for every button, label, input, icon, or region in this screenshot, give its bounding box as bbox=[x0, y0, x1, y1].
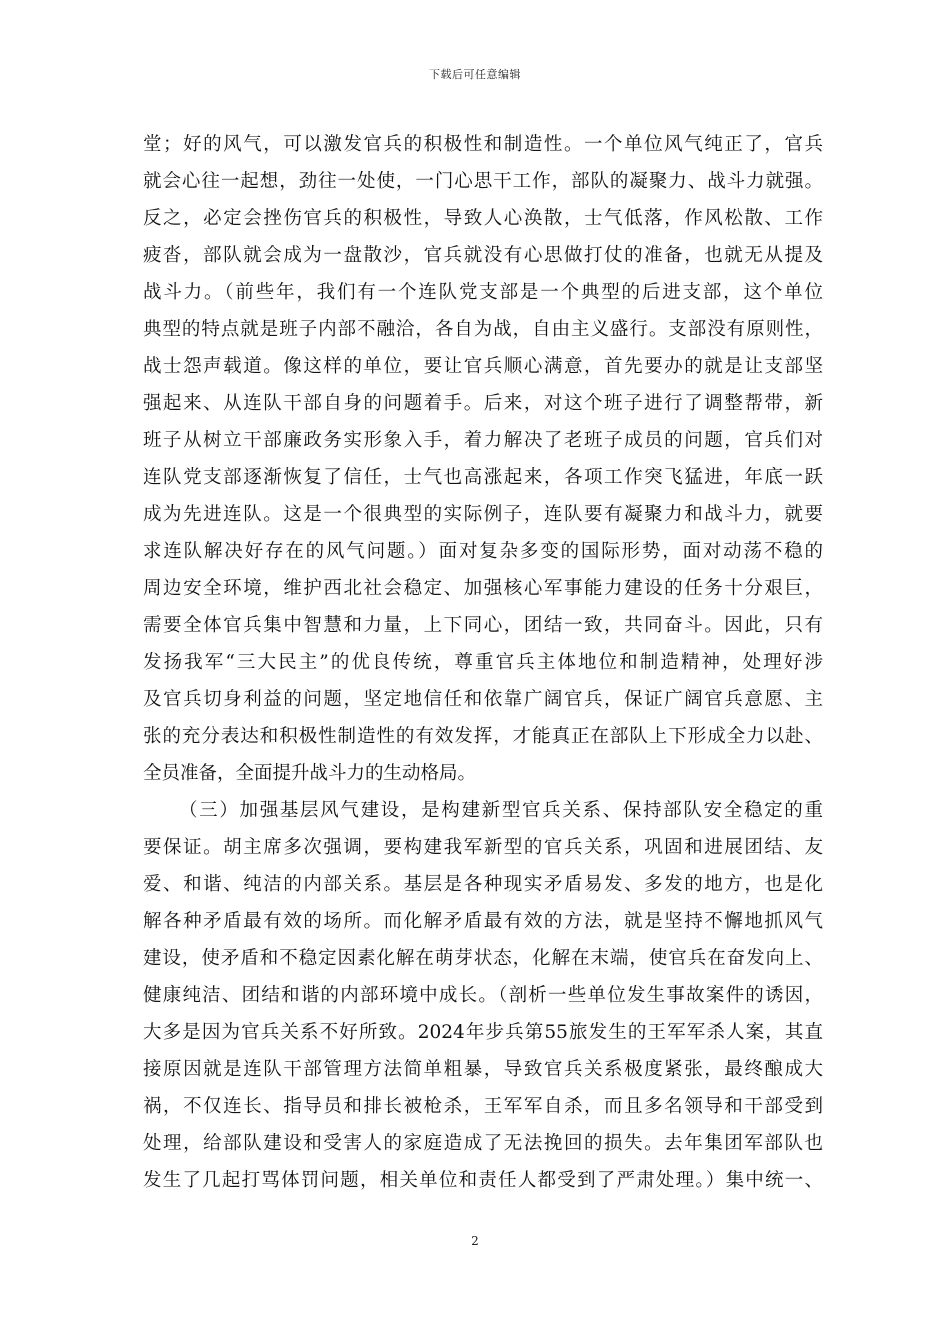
text-line: 及官兵切身利益的问题，坚定地信任和依靠广阔官兵，保证广阔官兵意愿、主 bbox=[143, 689, 823, 710]
text-line: 连队党支部逐渐恢复了信任，士气也高涨起来，各项工作突飞猛进，年底一跃 bbox=[143, 467, 823, 488]
text-line: 发生了几起打骂体罚问题，相关单位和责任人都受到了严肃处理。）集中统一、 bbox=[143, 1170, 823, 1191]
text-line: 需要全体官兵集中智慧和力量，上下同心，团结一致，共同奋斗。因此，只有 bbox=[143, 615, 823, 636]
text-line: 班子从树立干部廉政务实形象入手，着力解决了老班子成员的问题，官兵们对 bbox=[143, 430, 823, 451]
text-line: 就会心往一起想，劲往一处使，一门心思干工作，部队的凝聚力、战斗力就强。 bbox=[143, 171, 823, 192]
page-number: 2 bbox=[471, 1234, 479, 1248]
text-line: 成为先进连队。这是一个很典型的实际例子，连队要有凝聚力和战斗力，就要 bbox=[143, 504, 823, 525]
document-body bbox=[143, 126, 823, 1199]
paragraph-1 bbox=[143, 126, 823, 792]
text-line: 建设，使矛盾和不稳定因素化解在萌芽状态，化解在末端，使官兵在奋发向上、 bbox=[143, 948, 823, 969]
text-line: 疲沓，部队就会成为一盘散沙，官兵就没有心思做打仗的准备，也就无从提及 bbox=[143, 245, 823, 266]
paragraph-2 bbox=[143, 792, 823, 1199]
text-line: 强起来、从连队干部自身的问题着手。后来，对这个班子进行了调整帮带，新 bbox=[143, 393, 823, 414]
text-line: 解各种矛盾最有效的场所。而化解矛盾最有效的方法，就是坚持不懈地抓风气 bbox=[143, 911, 823, 932]
text-line: 典型的特点就是班子内部不融洽，各自为战，自由主义盛行。支部没有原则性， bbox=[143, 319, 823, 340]
text-line: 发扬我军“三大民主”的优良传统，尊重官兵主体地位和制造精神，处理好涉 bbox=[143, 652, 823, 673]
text-line: 健康纯洁、团结和谐的内部环境中成长。（剖析一些单位发生事故案件的诱因， bbox=[143, 985, 823, 1006]
text-line: 战斗力。（前些年，我们有一个连队党支部是一个典型的后进支部，这个单位 bbox=[143, 282, 823, 303]
text-line: 爱、和谐、纯洁的内部关系。基层是各种现实矛盾易发、多发的地方，也是化 bbox=[143, 874, 823, 895]
text-line: 战士怨声载道。像这样的单位，要让官兵顺心满意，首先要办的就是让支部坚 bbox=[143, 356, 823, 377]
text-line: 求连队解决好存在的风气问题。）面对复杂多变的国际形势，面对动荡不稳的 bbox=[143, 541, 823, 562]
text-line: 接原因就是连队干部管理方法简单粗暴，导致官兵关系极度紧张，最终酿成大 bbox=[143, 1059, 823, 1080]
text-line: （三）加强基层风气建设，是构建新型官兵关系、保持部队安全稳定的重 bbox=[179, 800, 823, 821]
text-line: 反之，必定会挫伤官兵的积极性，导致人心涣散，士气低落，作风松散、工作 bbox=[143, 208, 823, 229]
text-line: 堂；好的风气，可以激发官兵的积极性和制造性。一个单位风气纯正了，官兵 bbox=[143, 134, 823, 155]
text-line: 处理，给部队建设和受害人的家庭造成了无法挽回的损失。去年集团军部队也 bbox=[143, 1133, 823, 1154]
text-line: 周边安全环境，维护西北社会稳定、加强核心军事能力建设的任务十分艰巨， bbox=[143, 578, 823, 599]
text-line: 张的充分表达和积极性制造性的有效发挥，才能真正在部队上下形成全力以赴、 bbox=[143, 726, 823, 747]
page-header: 下载后可任意编辑 bbox=[429, 68, 521, 81]
text-line: 全员准备，全面提升战斗力的生动格局。 bbox=[143, 763, 477, 784]
text-line: 大多是因为官兵关系不好所致。2024年步兵第55旅发生的王军军杀人案，其直 bbox=[143, 1022, 823, 1043]
text-line: 祸，不仅连长、指导员和排长被枪杀，王军军自杀，而且多名领导和干部受到 bbox=[143, 1096, 823, 1117]
text-line: 要保证。胡主席多次强调，要构建我军新型的官兵关系，巩固和进展团结、友 bbox=[143, 837, 823, 858]
